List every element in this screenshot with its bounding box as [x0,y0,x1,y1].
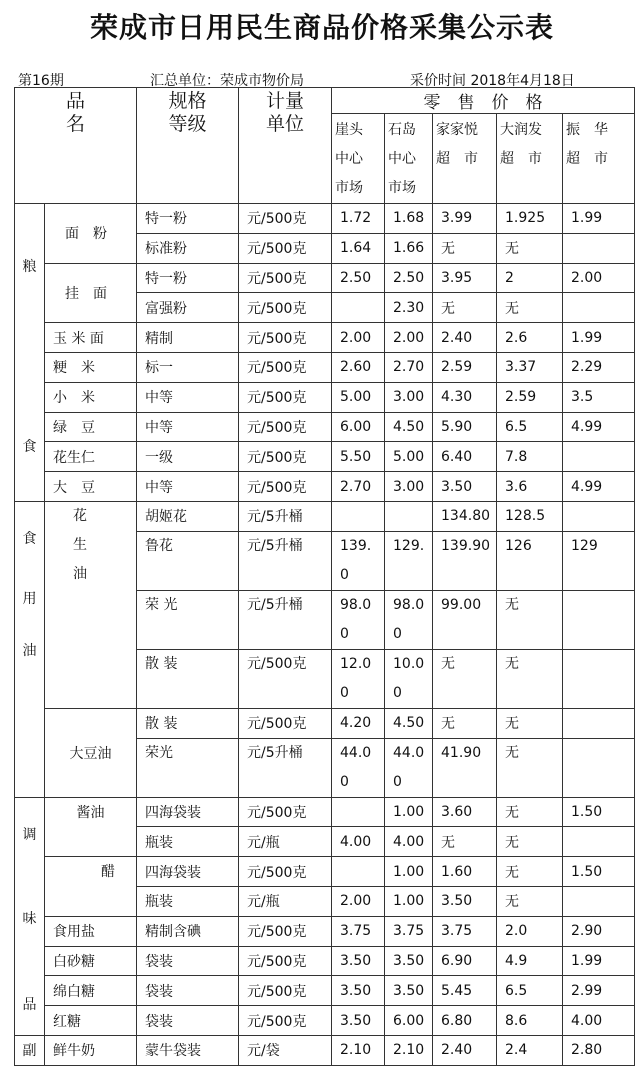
item-unit: 元/500克 [239,649,332,708]
item-spec: 袋装 [137,946,239,976]
price-shop-0: 1.72 [332,204,385,234]
item-name: 面 粉 [45,204,137,264]
price-shop-4 [563,738,635,797]
price-shop-2: 6.90 [433,946,497,976]
header-spec: 规格 等级 [137,88,239,204]
price-shop-4 [563,886,635,916]
item-unit: 元/5升桶 [239,738,332,797]
price-shop-1: 4.00 [385,827,433,857]
category-seasoning-char: 品 [22,996,37,1013]
price-shop-3: 无 [497,649,563,708]
item-spec: 鲁花 [137,531,239,590]
category-grain-char: 食 [22,439,37,455]
price-shop-4 [563,708,635,738]
compiling-unit: 汇总单位：荣成市物价局 [150,73,304,89]
price-shop-1: 3.50 [385,946,433,976]
price-shop-4: 1.50 [563,797,635,827]
price-shop-1: 1.68 [385,204,433,234]
price-shop-2: 5.45 [433,976,497,1006]
item-spec: 特一粉 [137,263,239,293]
price-table [14,87,635,1066]
price-shop-3: 无 [497,827,563,857]
price-shop-1: 3.00 [385,472,433,502]
price-shop-0: 2.00 [332,323,385,353]
price-shop-4 [563,501,635,531]
price-shop-1 [385,501,433,531]
price-shop-2: 3.95 [433,263,497,293]
price-shop-0: 2.10 [332,1035,385,1065]
header-unit: 计量 单位 [239,88,332,204]
price-shop-2: 3.60 [433,797,497,827]
item-name: 醋 [45,857,137,917]
item-spec: 中等 [137,382,239,412]
price-shop-2: 2.59 [433,352,497,382]
price-shop-0: 139. 0 [332,531,385,590]
item-unit: 元/500克 [239,797,332,827]
item-name: 小 米 [45,382,137,412]
item-unit: 元/500克 [239,352,332,382]
price-shop-3: 无 [497,293,563,323]
item-unit: 元/500克 [239,442,332,472]
item-unit: 元/500克 [239,916,332,946]
header-shop-3: 大润发 超 市 [497,114,563,204]
item-spec: 胡姬花 [137,501,239,531]
price-shop-3: 无 [497,857,563,887]
price-shop-2: 2.40 [433,1035,497,1065]
price-shop-1: 129. [385,531,433,590]
price-shop-1: 1.00 [385,797,433,827]
price-shop-2: 3.75 [433,916,497,946]
item-name: 酱油 [45,797,137,857]
price-shop-4: 2.00 [563,263,635,293]
price-shop-1: 10.0 0 [385,649,433,708]
item-unit: 元/500克 [239,472,332,502]
item-unit: 元/500克 [239,946,332,976]
item-unit: 元/瓶 [239,827,332,857]
item-spec: 蒙牛袋装 [137,1035,239,1065]
item-name: 粳 米 [45,352,137,382]
price-shop-2: 5.90 [433,412,497,442]
price-shop-0: 3.50 [332,976,385,1006]
table-row [15,857,635,887]
price-shop-0: 2.00 [332,886,385,916]
price-shop-1: 4.50 [385,412,433,442]
price-shop-0 [332,293,385,323]
price-shop-0: 6.00 [332,412,385,442]
price-shop-4 [563,293,635,323]
price-shop-3: 无 [497,886,563,916]
price-shop-0: 98.0 0 [332,590,385,649]
price-shop-3: 8.6 [497,1006,563,1036]
price-shop-3: 2.0 [497,916,563,946]
item-unit: 元/500克 [239,233,332,263]
table-row [15,263,635,293]
table-row [15,501,635,531]
table-row [15,472,635,502]
price-shop-1: 1.66 [385,233,433,263]
price-shop-4 [563,233,635,263]
price-shop-0: 3.50 [332,946,385,976]
item-spec: 瓶装 [137,886,239,916]
price-shop-4: 1.99 [563,323,635,353]
price-shop-4: 4.00 [563,1006,635,1036]
price-shop-2: 2.40 [433,323,497,353]
item-unit: 元/500克 [239,323,332,353]
item-name: 大 豆 [45,472,137,502]
item-unit: 元/5升桶 [239,590,332,649]
price-shop-3: 无 [497,797,563,827]
price-shop-0 [332,501,385,531]
item-unit: 元/5升桶 [239,501,332,531]
item-spec: 瓶装 [137,827,239,857]
item-spec: 四海袋装 [137,797,239,827]
price-shop-3: 无 [497,708,563,738]
item-spec: 精制 [137,323,239,353]
item-spec: 散 装 [137,649,239,708]
item-unit: 元/袋 [239,1035,332,1065]
item-spec: 富强粉 [137,293,239,323]
item-spec: 特一粉 [137,204,239,234]
table-row [15,1006,635,1036]
table-row [15,976,635,1006]
price-shop-2: 3.99 [433,204,497,234]
item-unit: 元/500克 [239,976,332,1006]
price-shop-1: 44.0 0 [385,738,433,797]
table-row [15,797,635,827]
item-unit: 元/500克 [239,293,332,323]
category-oil-char: 用 [22,590,37,607]
table-row [15,412,635,442]
price-shop-2: 6.40 [433,442,497,472]
category-oil [15,501,45,797]
table-row [15,382,635,412]
price-shop-2: 6.80 [433,1006,497,1036]
item-spec: 四海袋装 [137,857,239,887]
price-shop-4: 2.29 [563,352,635,382]
price-shop-2: 99.00 [433,590,497,649]
price-shop-2: 3.50 [433,886,497,916]
price-shop-3: 无 [497,590,563,649]
price-shop-1: 5.00 [385,442,433,472]
header-shop-2: 家家悦 超 市 [433,114,497,204]
price-shop-0: 3.75 [332,916,385,946]
category-seasoning-char: 味 [22,910,37,927]
price-shop-2: 无 [433,233,497,263]
price-shop-1: 1.00 [385,857,433,887]
item-name: 白砂糖 [45,946,137,976]
page-title: 荣成市日用民生商品价格采集公示表 [89,11,554,44]
price-shop-1: 3.50 [385,976,433,1006]
price-shop-2: 1.60 [433,857,497,887]
category-seasoning [15,797,45,1035]
category-grain-char: 粮 [22,259,37,275]
item-unit: 元/500克 [239,412,332,442]
price-shop-3: 3.6 [497,472,563,502]
price-shop-4 [563,442,635,472]
price-shop-4: 4.99 [563,472,635,502]
price-shop-2: 4.30 [433,382,497,412]
price-shop-1: 4.50 [385,708,433,738]
price-shop-2: 无 [433,649,497,708]
item-spec: 袋装 [137,976,239,1006]
header-shop-1: 石岛 中心 市场 [385,114,433,204]
table-row [15,352,635,382]
price-shop-0 [332,857,385,887]
price-shop-1: 3.00 [385,382,433,412]
issue-number: 第16期 [18,73,64,89]
item-spec: 中等 [137,412,239,442]
price-shop-4: 2.80 [563,1035,635,1065]
item-unit: 元/500克 [239,857,332,887]
price-shop-1: 2.10 [385,1035,433,1065]
table-row [15,1035,635,1065]
price-shop-1: 2.00 [385,323,433,353]
table-row [15,442,635,472]
price-shop-3: 6.5 [497,412,563,442]
price-shop-3: 2.59 [497,382,563,412]
price-shop-3: 3.37 [497,352,563,382]
price-shop-3: 7.8 [497,442,563,472]
price-shop-1: 2.50 [385,263,433,293]
category-oil-char: 食 [22,530,37,547]
item-spec: 精制含碘 [137,916,239,946]
price-shop-4: 1.99 [563,946,635,976]
price-shop-4: 129 [563,531,635,590]
price-shop-0: 12.0 0 [332,649,385,708]
item-unit: 元/500克 [239,708,332,738]
price-shop-0: 2.60 [332,352,385,382]
price-shop-4: 2.99 [563,976,635,1006]
header-name: 品 名 [15,88,137,204]
price-shop-3: 126 [497,531,563,590]
price-shop-1: 2.70 [385,352,433,382]
price-shop-4 [563,827,635,857]
price-shop-0: 4.20 [332,708,385,738]
item-unit: 元/瓶 [239,886,332,916]
price-shop-3: 6.5 [497,976,563,1006]
price-shop-3: 128.5 [497,501,563,531]
item-name: 食用盐 [45,916,137,946]
item-name: 绵白糖 [45,976,137,1006]
item-name: 鲜牛奶 [45,1035,137,1065]
item-name: 绿 豆 [45,412,137,442]
price-shop-0: 5.50 [332,442,385,472]
price-shop-1: 3.75 [385,916,433,946]
price-shop-4: 4.99 [563,412,635,442]
item-spec: 标准粉 [137,233,239,263]
item-name: 大豆油 [45,708,137,797]
item-unit: 元/500克 [239,263,332,293]
item-spec: 标一 [137,352,239,382]
price-shop-3: 4.9 [497,946,563,976]
price-shop-0: 2.70 [332,472,385,502]
price-shop-2: 139.90 [433,531,497,590]
item-name: 花 生 油 [45,501,137,708]
category-grain [15,204,45,502]
price-shop-4: 3.5 [563,382,635,412]
table-row [15,708,635,738]
price-shop-3: 无 [497,233,563,263]
price-shop-4 [563,590,635,649]
item-spec: 中等 [137,472,239,502]
item-name: 红糖 [45,1006,137,1036]
price-shop-0: 3.50 [332,1006,385,1036]
table-row [15,946,635,976]
header-shop-4: 振 华 超 市 [563,114,635,204]
item-spec: 散 装 [137,708,239,738]
item-spec: 一级 [137,442,239,472]
item-name: 玉 米 面 [45,323,137,353]
price-shop-1: 1.00 [385,886,433,916]
table-row [15,323,635,353]
item-unit: 元/5升桶 [239,531,332,590]
price-shop-2: 无 [433,827,497,857]
price-shop-0 [332,797,385,827]
item-spec: 袋装 [137,1006,239,1036]
category-side: 副 [15,1035,45,1065]
item-spec: 荣 光 [137,590,239,649]
price-shop-0: 2.50 [332,263,385,293]
table-row [15,916,635,946]
price-shop-1: 6.00 [385,1006,433,1036]
price-shop-4 [563,649,635,708]
price-shop-4: 1.99 [563,204,635,234]
price-shop-3: 1.925 [497,204,563,234]
price-shop-3: 2.6 [497,323,563,353]
price-shop-2: 134.80 [433,501,497,531]
price-shop-3: 2 [497,263,563,293]
price-shop-3: 2.4 [497,1035,563,1065]
item-name: 挂 面 [45,263,137,323]
item-unit: 元/500克 [239,1006,332,1036]
item-name: 花生仁 [45,442,137,472]
item-unit: 元/500克 [239,382,332,412]
price-shop-1: 98.0 0 [385,590,433,649]
header-retail: 零 售 价 格 [332,88,635,114]
price-shop-4: 2.90 [563,916,635,946]
collection-date: 采价时间 2018年4月18日 [410,73,575,89]
price-shop-2: 41.90 [433,738,497,797]
price-shop-1: 2.30 [385,293,433,323]
item-unit: 元/500克 [239,204,332,234]
price-shop-0: 44.0 0 [332,738,385,797]
price-shop-0: 1.64 [332,233,385,263]
price-shop-0: 5.00 [332,382,385,412]
category-seasoning-char: 调 [22,826,37,843]
header-shop-0: 崖头 中心 市场 [332,114,385,204]
table-row [15,204,635,234]
price-shop-4: 1.50 [563,857,635,887]
price-shop-0: 4.00 [332,827,385,857]
price-shop-2: 无 [433,293,497,323]
item-spec: 荣光 [137,738,239,797]
category-oil-char: 油 [22,642,37,659]
price-shop-3: 无 [497,738,563,797]
price-shop-2: 3.50 [433,472,497,502]
price-shop-2: 无 [433,708,497,738]
